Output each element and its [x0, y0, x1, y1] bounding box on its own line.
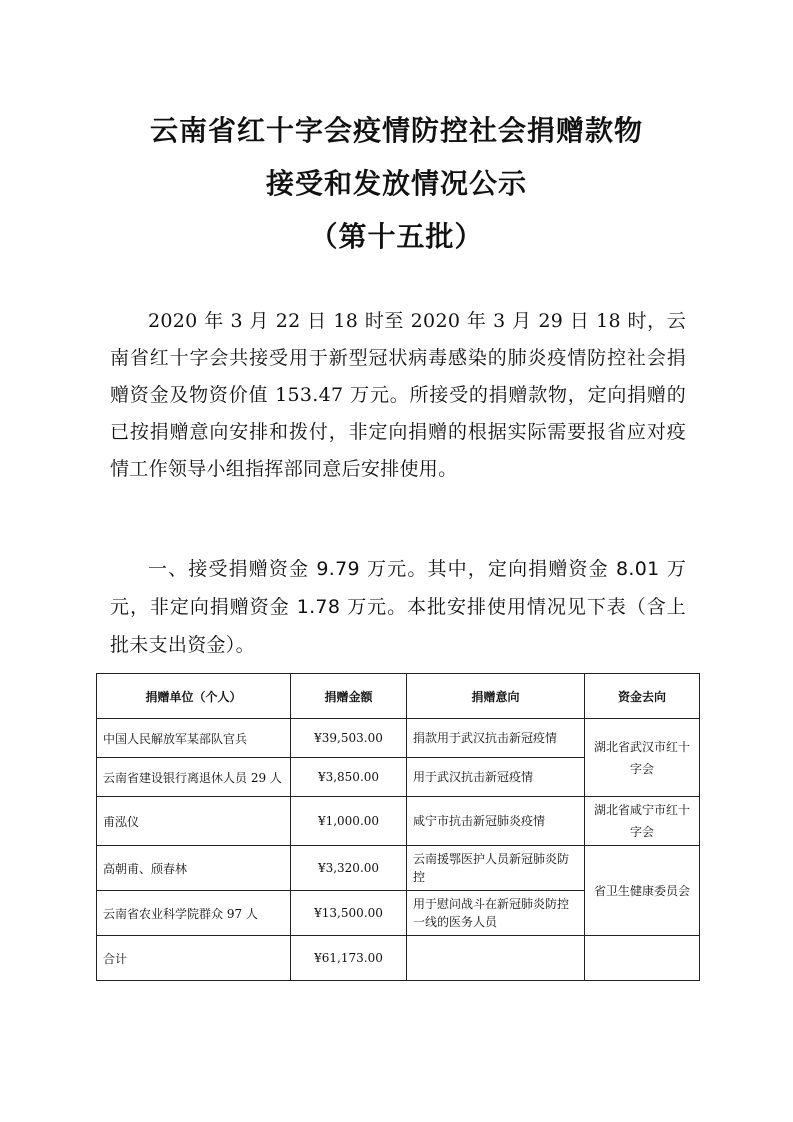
intent-cell: 用于慰问战斗在新冠肺炎防控一线的医务人员 [407, 891, 585, 936]
destination-cell: 湖北省咸宁市红十字会 [585, 797, 700, 846]
table-total-row [97, 936, 700, 981]
amount-cell: ¥1,000.00 [291, 797, 407, 846]
intent-cell [407, 936, 585, 981]
intent-cell: 咸宁市抗击新冠肺炎疫情 [407, 797, 585, 846]
donor-cell: 中国人民解放军某部队官兵 [97, 719, 291, 758]
section-one-paragraph: 一、接受捐赠资金 9.79 万元。其中，定向捐赠资金 8.01 万元，非定向捐赠资金 1.78 万元。本批安排使用情况见下表（含上批未支出资金）。 [110, 558, 686, 656]
donor-cell: 云南省农业科学院群众 97 人 [97, 891, 291, 936]
amount-cell: ¥13,500.00 [291, 891, 407, 936]
intent-cell: 捐款用于武汉抗击新冠疫情 [407, 719, 585, 758]
header-intent: 捐赠意向 [407, 674, 585, 719]
destination-cell: 湖北省武汉市红十字会 [585, 719, 700, 797]
header-donor: 捐赠单位（个人） [97, 674, 291, 719]
amount-cell: ¥3,320.00 [291, 846, 407, 891]
donor-cell: 高朝甫、颀春林 [97, 846, 291, 891]
total-amount-cell: ¥61,173.00 [291, 936, 407, 981]
intent-cell: 云南援鄂医护人员新冠肺炎防控 [407, 846, 585, 891]
destination-cell [585, 936, 700, 981]
donation-table [96, 673, 700, 981]
table-row [97, 797, 700, 846]
table-header-row [97, 674, 700, 719]
header-amount: 捐赠金额 [291, 674, 407, 719]
donor-cell: 云南省建设银行离退休人员 29 人 [97, 758, 291, 797]
intro-paragraph: 2020 年 3 月 22 日 18 时至 2020 年 3 月 29 日 18 时，云南省红十字会共接受用于新型冠状病毒感染的肺炎疫情防控社会捐赠资金及物资价值 153.47 万元。所接受的捐赠款物，定向捐赠的已按捐赠意向安排和拨付，非定向捐赠的根据实际需要报省应对疫情工作领导小组指挥部同意后安排使用。 [110, 310, 686, 480]
title-line-1: 云南省红十字会疫情防控社会捐赠款物 [149, 114, 643, 147]
destination-cell: 省卫生健康委员会 [585, 846, 700, 936]
donor-cell: 甫泓仪 [97, 797, 291, 846]
amount-cell: ¥39,503.00 [291, 719, 407, 758]
title-line-2: 接受和发放情况公示 [265, 167, 527, 200]
table-row [97, 719, 700, 758]
amount-cell: ¥3,850.00 [291, 758, 407, 797]
intent-cell: 用于武汉抗击新冠疫情 [407, 758, 585, 797]
header-destination: 资金去向 [585, 674, 700, 719]
title-line-3: （第十五批） [309, 220, 484, 253]
total-label-cell: 合计 [97, 936, 291, 981]
table-row [97, 846, 700, 891]
